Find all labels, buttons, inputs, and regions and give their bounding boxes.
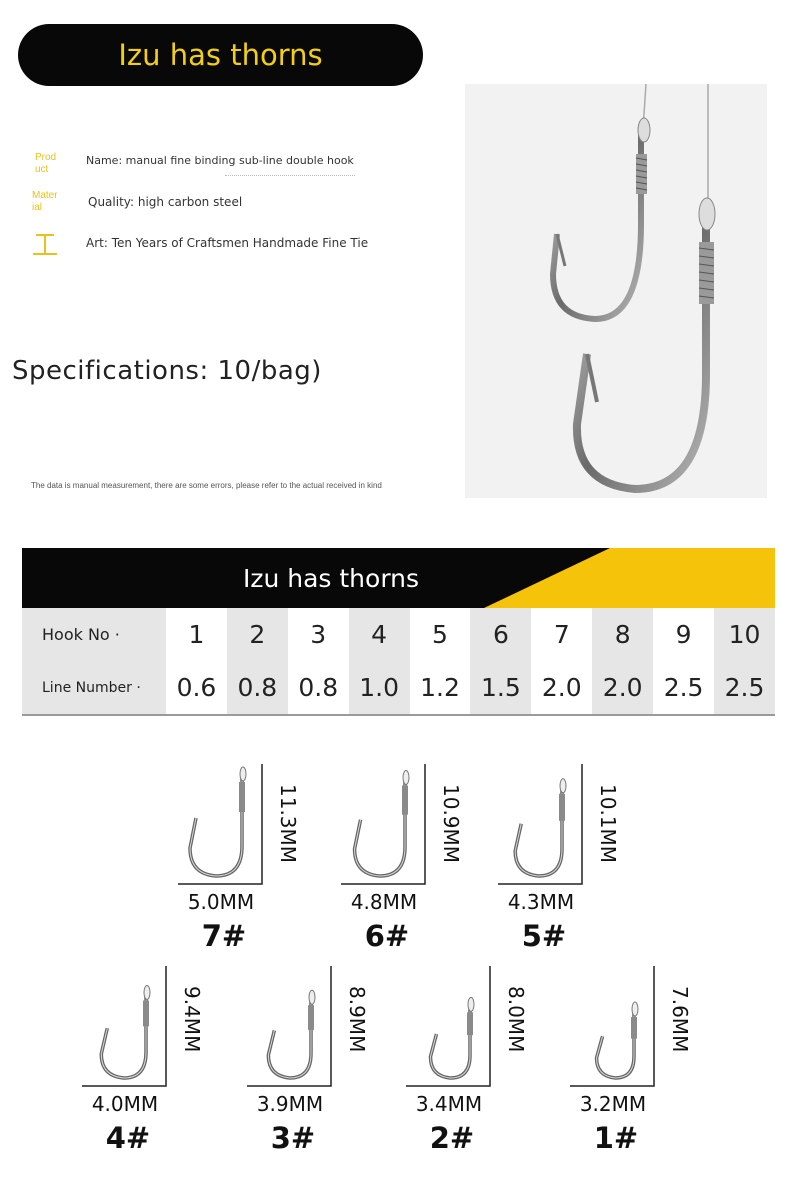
table-cell: 0.8 xyxy=(227,661,288,715)
info-name: Name: manual fine binding sub-line double hook xyxy=(86,154,354,167)
hook-icon xyxy=(341,764,491,889)
hook-width-label: 5.0MM xyxy=(187,890,255,914)
table-cell: 2.0 xyxy=(531,661,592,715)
hook-length-label: 8.9MM xyxy=(345,986,369,1053)
hook-size-label: 2# xyxy=(429,1121,475,1155)
table-cell: 0.8 xyxy=(288,661,349,715)
hook-width-label: 4.3MM xyxy=(507,890,575,914)
spec-table xyxy=(22,608,775,716)
hook-icon xyxy=(178,764,328,889)
hook-size-label: 3# xyxy=(270,1121,316,1155)
hook-size-label: 5# xyxy=(521,919,567,953)
hook-length-label: 7.6MM xyxy=(668,986,692,1053)
table-cell: 2.5 xyxy=(653,661,714,715)
hook-diagram-5 xyxy=(498,764,648,954)
hook-width-label: 4.0MM xyxy=(91,1092,159,1116)
hook-length-label: 11.3MM xyxy=(276,784,300,864)
table-cell: 0.6 xyxy=(166,661,227,715)
product-icon: Prod uct xyxy=(35,152,57,175)
hook-size-label: 7# xyxy=(201,919,247,953)
table-cell: 2.5 xyxy=(714,661,775,715)
table-cell: 8 xyxy=(592,608,653,661)
hook-icon xyxy=(570,966,720,1091)
craft-icon xyxy=(32,232,58,258)
hook-icon xyxy=(247,966,397,1091)
table-banner xyxy=(22,548,775,608)
table-cell: 7 xyxy=(531,608,592,661)
product-photo xyxy=(465,84,767,498)
table-cell: 1.5 xyxy=(470,661,531,715)
table-cell: 4 xyxy=(349,608,410,661)
table-cell: 6 xyxy=(470,608,531,661)
table-cell: 3 xyxy=(288,608,349,661)
table-cell: 1.2 xyxy=(410,661,471,715)
table-cell: 5 xyxy=(410,608,471,661)
row-label: Line Number · xyxy=(22,661,166,715)
table-cell: 2 xyxy=(227,608,288,661)
hook-diagram-3 xyxy=(247,966,397,1156)
hook-length-label: 10.1MM xyxy=(596,784,620,864)
hook-icon xyxy=(406,966,556,1091)
title-pill xyxy=(18,24,423,86)
divider xyxy=(225,175,355,178)
hook-icon xyxy=(82,966,232,1091)
hook-diagram-1 xyxy=(570,966,720,1156)
hook-diagram-6 xyxy=(341,764,491,954)
row-label: Hook No · xyxy=(22,608,166,661)
hook-length-label: 9.4MM xyxy=(180,986,204,1053)
table-title: Izu has thorns xyxy=(242,563,420,593)
specifications-text: Specifications: 10/bag) xyxy=(12,356,322,386)
hook-diagram-4 xyxy=(82,966,232,1156)
hook-icon xyxy=(498,764,648,889)
disclaimer-text: The data is manual measurement, there are some errors, please refer to the actual received in kind xyxy=(31,481,382,490)
hook-length-label: 10.9MM xyxy=(439,784,463,864)
table-cell: 1 xyxy=(166,608,227,661)
hook-width-label: 4.8MM xyxy=(350,890,418,914)
page-title: Izu has thorns xyxy=(118,38,323,72)
hook-number-row xyxy=(22,608,775,661)
table-cell: 1.0 xyxy=(349,661,410,715)
table-cell: 9 xyxy=(653,608,714,661)
table-cell: 10 xyxy=(714,608,775,661)
material-icon: Mater ial xyxy=(32,190,58,213)
hook-diagram-2 xyxy=(406,966,556,1156)
hook-width-label: 3.9MM xyxy=(256,1092,324,1116)
hook-diagram-7 xyxy=(178,764,328,954)
info-art: Art: Ten Years of Craftsmen Handmade Fine Tie xyxy=(86,236,369,250)
hook-width-label: 3.4MM xyxy=(415,1092,483,1116)
hook-length-label: 8.0MM xyxy=(504,986,528,1053)
info-material: Quality: high carbon steel xyxy=(88,195,243,209)
hook-size-label: 1# xyxy=(593,1121,639,1155)
table-cell: 2.0 xyxy=(592,661,653,715)
line-number-row xyxy=(22,661,775,715)
hook-size-label: 6# xyxy=(364,919,410,953)
hook-size-label: 4# xyxy=(105,1121,151,1155)
hook-width-label: 3.2MM xyxy=(579,1092,647,1116)
